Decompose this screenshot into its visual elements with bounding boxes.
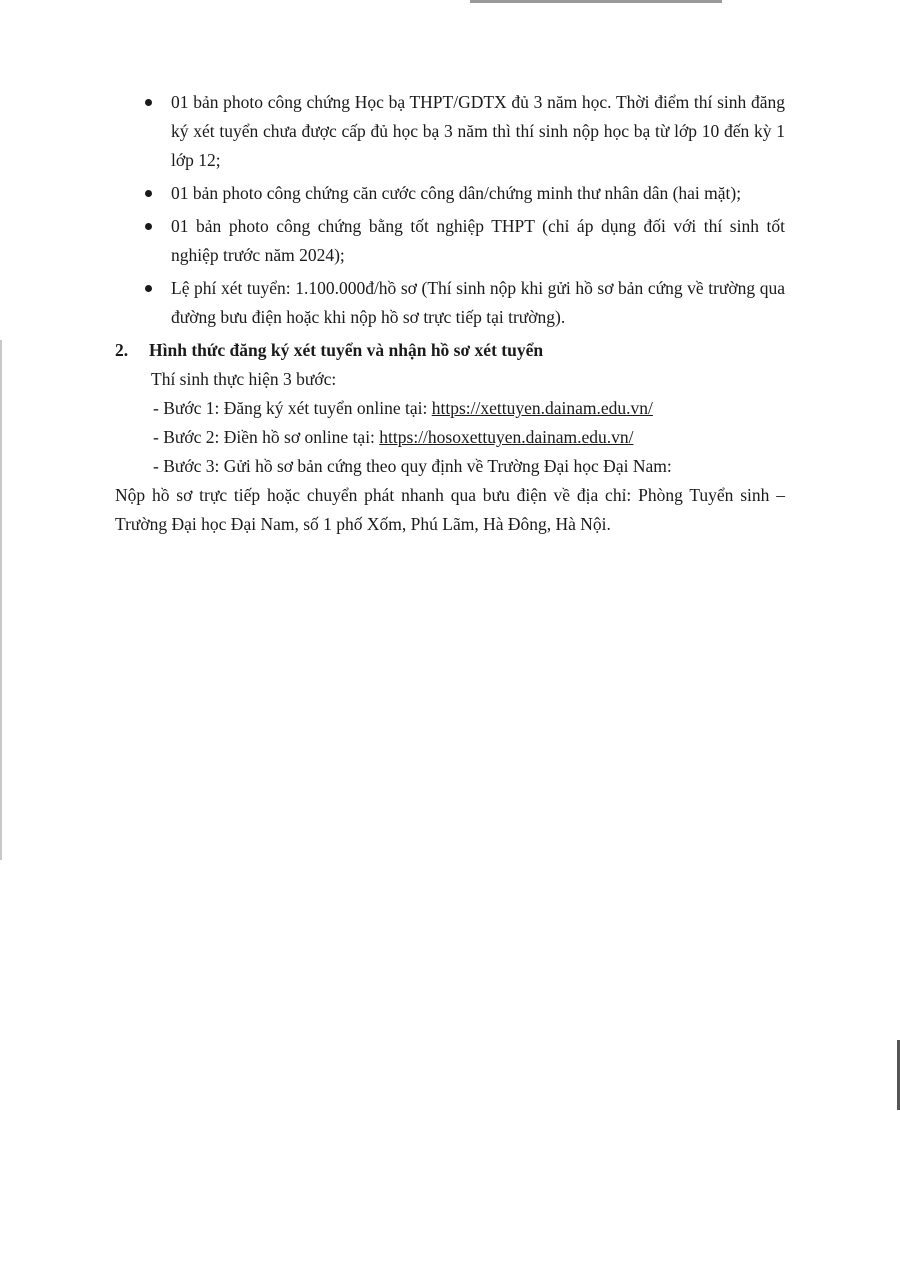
scan-artifact-left: [0, 340, 2, 860]
step-1-text: - Bước 1: Đăng ký xét tuyển online tại:: [153, 398, 432, 418]
step-1-link[interactable]: https://xettuyen.dainam.edu.vn/: [431, 398, 653, 418]
requirement-text: Lệ phí xét tuyển: 1.100.000đ/hồ sơ (Thí sinh nộp khi gửi hồ sơ bản cứng về trường qua đường bưu điện hoặc khi nộp hồ sơ trực tiếp tại trường).: [171, 278, 785, 327]
bullet-icon: [145, 190, 152, 197]
bullet-icon: [145, 99, 152, 106]
requirement-text: 01 bản photo công chứng bằng tốt nghiệp THPT (chỉ áp dụng đối với thí sinh tốt nghiệp trước năm 2024);: [171, 216, 785, 265]
bullet-icon: [145, 285, 152, 292]
step-2-text: - Bước 2: Điền hồ sơ online tại:: [153, 427, 380, 447]
section-heading: [115, 336, 785, 365]
document-content: [115, 88, 785, 539]
steps-intro: Thí sinh thực hiện 3 bước:: [151, 369, 337, 389]
step-2: [115, 423, 785, 452]
requirement-item: [115, 212, 785, 270]
scan-artifact-top: [470, 0, 722, 3]
requirements-list: [115, 88, 785, 332]
submission-address: Nộp hồ sơ trực tiếp hoặc chuyển phát nhanh qua bưu điện về địa chỉ: Phòng Tuyển sinh – Trường Đại học Đại Nam, số 1 phố Xốm, Phú Lãm, Hà Đông, Hà Nội.: [115, 485, 785, 534]
bullet-icon: [145, 223, 152, 230]
requirement-item: [115, 179, 785, 208]
section-number: 2.: [115, 340, 129, 360]
requirement-text: 01 bản photo công chứng Học bạ THPT/GDTX đủ 3 năm học. Thời điểm thí sinh đăng ký xét tuyển chưa được cấp đủ học bạ 3 năm thì thí sinh nộp học bạ từ lớp 10 đến kỳ 1 lớp 12;: [171, 92, 785, 170]
requirement-item: [115, 274, 785, 332]
requirement-item: [115, 88, 785, 175]
section-title: Hình thức đăng ký xét tuyển và nhận hồ sơ xét tuyển: [149, 340, 544, 360]
step-2-link[interactable]: https://hosoxettuyen.dainam.edu.vn/: [379, 427, 634, 447]
step-3: - Bước 3: Gửi hồ sơ bản cứng theo quy định về Trường Đại học Đại Nam:: [153, 456, 672, 476]
requirement-text: 01 bản photo công chứng căn cước công dân/chứng minh thư nhân dân (hai mặt);: [171, 183, 742, 203]
step-1: [115, 394, 785, 423]
